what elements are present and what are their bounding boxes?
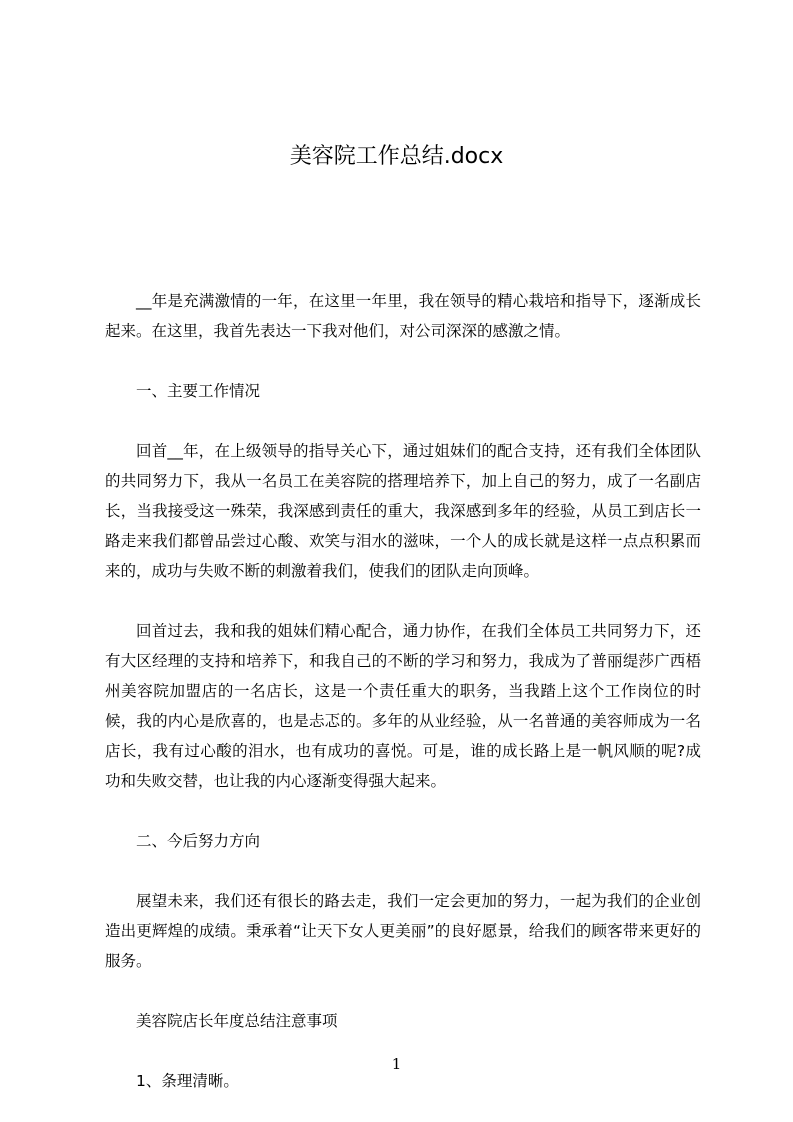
document-title: 美容院工作总结.docx <box>289 144 504 169</box>
paragraph-outlook: 展望未来，我们还有很长的路去走，我们一定会更加的努力，一起为我们的企业创造出更辉煌的成绩。秉承着“让天下女人更美丽”的良好愿景，给我们的顾客带来更好的服务。 <box>105 892 701 970</box>
list-item-clear-structure: 1、条理清晰。 <box>136 1072 239 1090</box>
paragraph-intro: __年是充满激情的一年，在这里一年里，我在领导的精心栽培和指导下，逐渐成长起来。在这里，我首先表达一下我对他们，对公司深深的感激之情。 <box>105 292 701 340</box>
page-number: 1 <box>391 1055 402 1073</box>
heading-notes: 美容院店长年度总结注意事项 <box>136 1012 338 1030</box>
heading-main-work: 一、主要工作情况 <box>136 382 261 400</box>
document-body <box>105 286 701 1096</box>
heading-future-direction: 二、今后努力方向 <box>136 832 261 850</box>
paragraph-review: 回首__年，在上级领导的指导关心下，通过姐妹们的配合支持，还有我们全体团队的共同努力下，我从一名员工在美容院的搭理培养下，加上自己的努力，成了一名副店长，当我接受这一殊荣，我深感到责任的重大，我深感到多年的经验，从员工到店长一路走来我们都曾品尝过心酸、欢笑与泪水的滋味，一个人的成长就是这样一点点积累而来的，成功与失败不断的刺激着我们，使我们的团队走向顶峰。 <box>105 442 701 580</box>
paragraph-past: 回首过去，我和我的姐妹们精心配合，通力协作，在我们全体员工共同努力下，还有大区经理的支持和培养下，和我自己的不断的学习和努力，我成为了普丽缇莎广西梧州美容院加盟店的一名店长，这是一个责任重大的职务，当我踏上这个工作岗位的时候，我的内心是欣喜的，也是忐忑的。多年的从业经验，从一名普通的美容师成为一名店长，我有过心酸的泪水，也有成功的喜悦。可是，谁的成长路上是一帆风顺的呢?成功和失败交替，也让我的内心逐渐变得强大起来。 <box>105 622 701 790</box>
